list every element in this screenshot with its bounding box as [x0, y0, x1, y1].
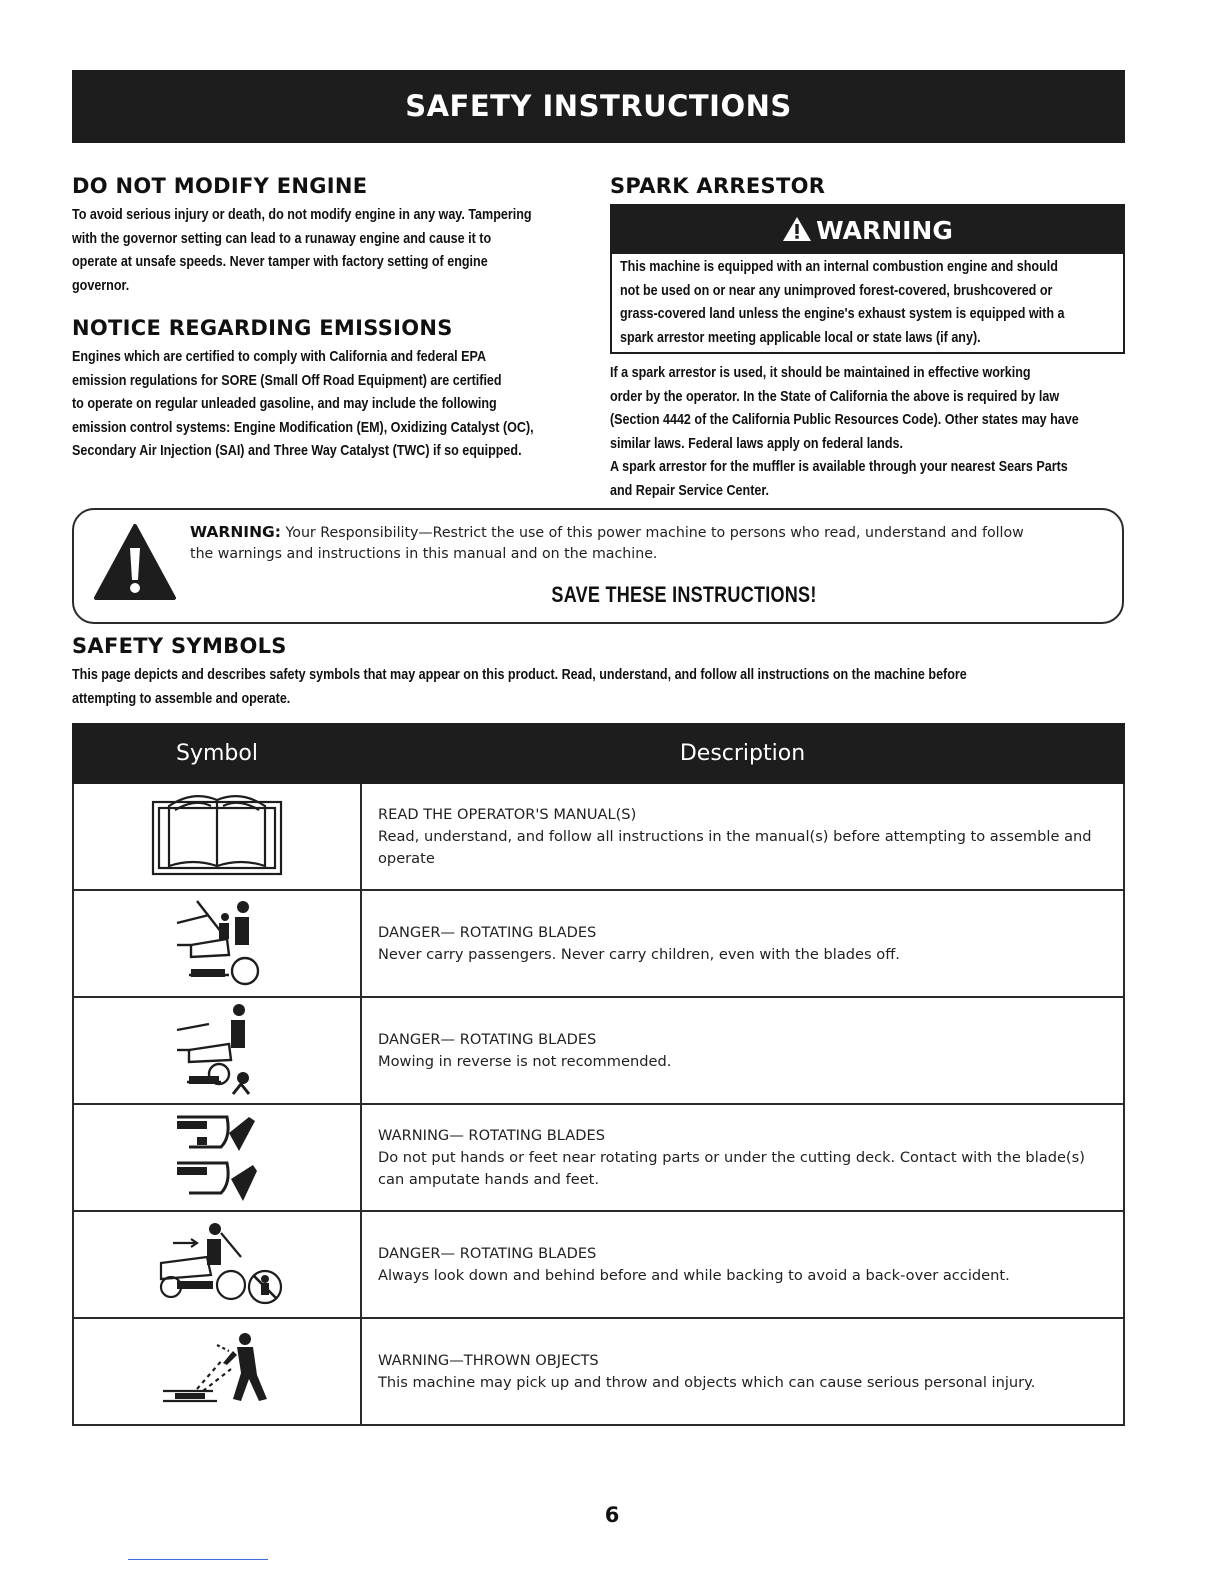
row-text: Do not put hands or feet near rotating parts or under the cutting deck. Contact with the blade(s) can amputate hands and feet.: [378, 1148, 1085, 1188]
row-title: WARNING— ROTATING BLADES: [378, 1126, 605, 1144]
reverse-mowing-icon: [169, 1000, 265, 1096]
row-title: DANGER— ROTATING BLADES: [378, 923, 597, 941]
row-text: Always look down and behind before and while backing to avoid a back-over accident.: [378, 1266, 1010, 1284]
thrown-objects-icon: [157, 1329, 277, 1409]
look-behind-icon: [147, 1217, 287, 1307]
responsibility-label: WARNING:: [190, 523, 281, 541]
row-title: DANGER— ROTATING BLADES: [378, 1244, 597, 1262]
spark-warning-body: This machine is equipped with an internal combustion engine and should not be used on or near any unimproved forest-covered, brushcovered or grass-covered land unless the engine's exhaust system is equipped with a spark arrestor meeting applicable local or state laws (if any).: [620, 259, 1065, 346]
spark-warning-box: [610, 204, 1125, 354]
emissions-heading: NOTICE REGARDING EMISSIONS: [72, 316, 453, 340]
operator-manual-icon: [147, 788, 287, 880]
responsibility-text: WARNING: Your Responsibility—Restrict the use of this power machine to persons who read, understand and follow the warnings and instructions in this manual and on the machine.: [190, 523, 1024, 562]
row-text: Mowing in reverse is not recommended.: [378, 1052, 672, 1070]
row-text: Never carry passengers. Never carry children, even with the blades off.: [378, 945, 900, 963]
table-row: [73, 1211, 1124, 1318]
left-column: [72, 174, 592, 464]
right-column: [610, 174, 1125, 503]
row-text: This machine may pick up and throw and objects which can cause serious personal injury.: [378, 1373, 1036, 1391]
no-passengers-icon: [169, 893, 265, 989]
page-banner: SAFETY INSTRUCTIONS: [72, 70, 1125, 143]
table-row: [73, 997, 1124, 1104]
hand-foot-blade-icon: [169, 1107, 265, 1203]
table-row: [73, 1318, 1124, 1425]
safety-symbols-section: [72, 634, 1125, 711]
spark-heading: SPARK ARRESTOR: [610, 174, 826, 198]
emissions-text: Engines which are certified to comply with California and federal EPA emission regulations for SORE (Small Off Road Equipment) are certified to operate on regular unleaded gasoline, and may include the following emission control systems: Engine Modification (EM), Oxidizing Catalyst (OC), Secondary Air Injection (SAI) and Three Way Catalyst (TWC) if so equipped.: [72, 349, 534, 459]
engine-heading: DO NOT MODIFY ENGINE: [72, 174, 368, 198]
row-title: READ THE OPERATOR'S MANUAL(S): [378, 805, 637, 823]
save-instructions: SAVE THESE INSTRUCTIONS!: [551, 582, 817, 607]
warning-triangle-icon: [92, 520, 178, 611]
engine-text: To avoid serious injury or death, do not modify engine in any way. Tampering with the governor setting can lead to a runaway engine and cause it to operate at unsafe speeds. Never tamper with factory setting of engine governor.: [72, 207, 532, 294]
table-row: [73, 1104, 1124, 1211]
table-row: [73, 890, 1124, 997]
responsibility-warning-box: [72, 508, 1124, 624]
safety-symbols-table: [72, 723, 1125, 1426]
row-text: Read, understand, and follow all instructions in the manual(s) before attempting to assemble and operate: [378, 827, 1092, 867]
table-row: [73, 783, 1124, 890]
symbols-intro: This page depicts and describes safety symbols that may appear on this product. Read, understand, and follow all instructions on the machine before attempting to assemble and operate.: [72, 667, 967, 707]
spark-warning-header: WARNING: [612, 206, 1123, 254]
symbol-column-header: Symbol: [73, 724, 361, 783]
spark-text: If a spark arrestor is used, it should be maintained in effective working order by the operator. In the State of California the above is required by law (Section 4442 of the California Public Resources Code). Other states may have similar laws. Federal laws apply on federal lands. A spark arrestor for the muffler is available through your nearest Sears Parts and Repair Service Center.: [610, 365, 1079, 499]
footer-divider: [128, 1559, 268, 1560]
symbols-heading: SAFETY SYMBOLS: [72, 634, 287, 658]
row-title: DANGER— ROTATING BLADES: [378, 1030, 597, 1048]
description-column-header: Description: [361, 724, 1124, 783]
row-title: WARNING—THROWN OBJECTS: [378, 1351, 599, 1369]
warning-triangle-icon: [782, 209, 812, 259]
page-number: 6: [604, 1503, 620, 1527]
